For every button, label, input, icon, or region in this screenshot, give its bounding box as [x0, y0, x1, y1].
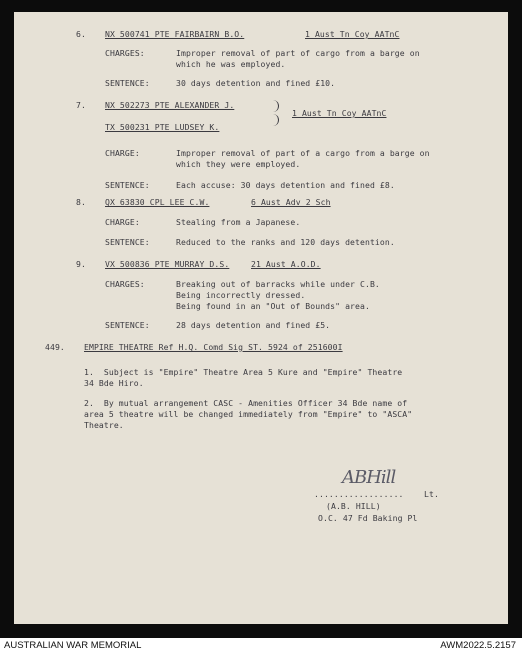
sentence-label: SENTENCE: — [105, 320, 150, 330]
item-number: 8. — [76, 197, 86, 207]
document-page — [14, 12, 508, 624]
item-header: TX 500231 PTE LUDSEY K. — [105, 122, 220, 132]
paragraph-line: area 5 theatre will be changed immediately from "Empire" to "ASCA" — [84, 409, 413, 419]
signature-name: (A.B. HILL) — [326, 501, 381, 511]
sentence-label: SENTENCE: — [105, 237, 150, 247]
item-number: 6. — [76, 29, 86, 39]
item-unit: 21 Aust A.O.D. — [251, 259, 321, 269]
item-unit: 6 Aust Adv 2 Sch — [251, 197, 331, 207]
item-number: 9. — [76, 259, 86, 269]
sentence-text: 28 days detention and fined £5. — [176, 320, 331, 330]
item-header: QX 63830 CPL LEE C.W. — [105, 197, 210, 207]
item-number: 7. — [76, 100, 86, 110]
charge-text: which they were employed. — [176, 159, 301, 169]
handwritten-signature: ABHill — [342, 467, 396, 488]
item-header: EMPIRE THEATRE Ref H.Q. Comd Sig ST. 5924 of 251600I — [84, 342, 343, 352]
charge-label: CHARGES: — [105, 279, 145, 289]
paragraph-line: 34 Bde Hiro. — [84, 378, 144, 388]
footer-institution: AUSTRALIAN WAR MEMORIAL — [4, 640, 142, 651]
item-header: NX 502273 PTE ALEXANDER J. — [105, 100, 235, 110]
sentence-text: Each accuse: 30 days detention and fined £8. — [176, 180, 395, 190]
paragraph-line: Theatre. — [84, 420, 124, 430]
item-number: 449. — [45, 342, 65, 352]
charge-text: Being incorrectly dressed. — [176, 290, 306, 300]
paragraph-line: 2. By mutual arrangement CASC - Amenities Officer 34 Bde name of — [84, 398, 408, 408]
charge-label: CHARGE: — [105, 148, 140, 158]
charge-text: which he was employed. — [176, 59, 286, 69]
footer-accession: AWM2022.5.2157 — [440, 640, 516, 651]
item-unit: 1 Aust Tn Coy AATnC — [305, 29, 400, 39]
charge-text: Stealing from a Japanese. — [176, 217, 301, 227]
sentence-label: SENTENCE: — [105, 180, 150, 190]
sentence-text: Reduced to the ranks and 120 days detention. — [176, 237, 395, 247]
item-header: VX 500836 PTE MURRAY D.S. — [105, 259, 230, 269]
brace-mark — [272, 114, 279, 126]
charge-text: Being found in an "Out of Bounds" area. — [176, 301, 370, 311]
charge-label: CHARGES: — [105, 48, 145, 58]
item-header: NX 500741 PTE FAIRBAIRN B.O. — [105, 29, 245, 39]
charge-text: Improper removal of part of a cargo from a barge on — [176, 148, 430, 158]
signature-dots: .................. — [314, 489, 404, 499]
signature-role: O.C. 47 Fd Baking Pl — [318, 513, 418, 523]
charge-text: Improper removal of part of cargo from a barge on — [176, 48, 420, 58]
sentence-text: 30 days detention and fined £10. — [176, 78, 336, 88]
signature-rank: Lt. — [424, 489, 439, 499]
brace-mark — [272, 100, 279, 112]
charge-text: Breaking out of barracks while under C.B. — [176, 279, 380, 289]
charge-label: CHARGE: — [105, 217, 140, 227]
item-unit: 1 Aust Tn Coy AATnC — [292, 108, 387, 118]
paragraph-line: 1. Subject is "Empire" Theatre Area 5 Kure and "Empire" Theatre — [84, 367, 403, 377]
sentence-label: SENTENCE: — [105, 78, 150, 88]
